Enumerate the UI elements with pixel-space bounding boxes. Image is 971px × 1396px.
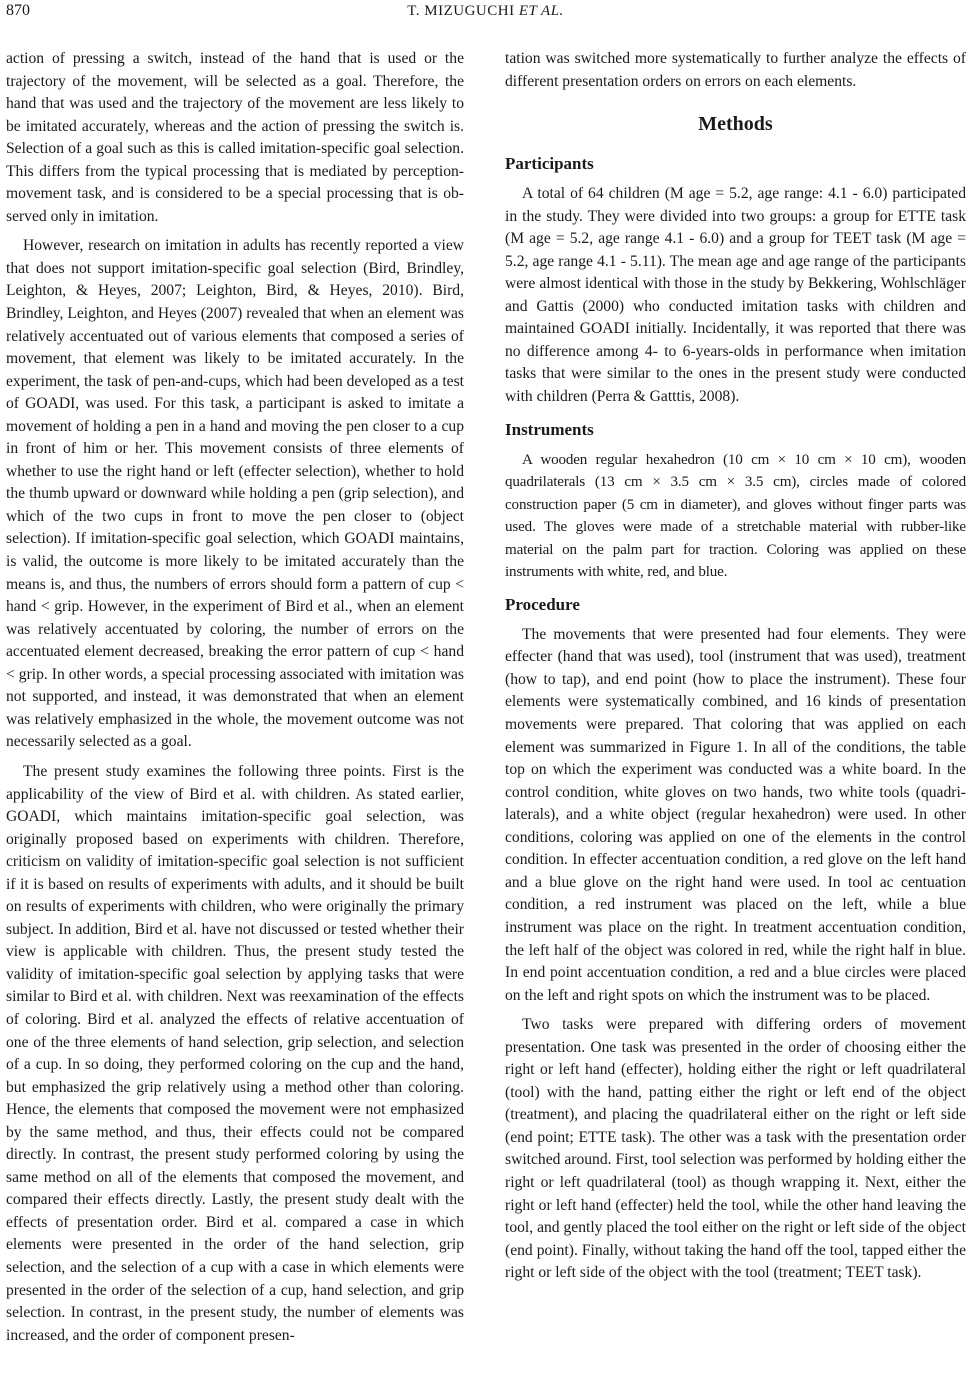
running-header (0, 0, 971, 30)
body-paragraph: tation was switched more systematically to further analyze the effects of different presentation orders on errors on each elements. (505, 50, 966, 90)
subsection-heading-participants: Participants (505, 154, 594, 174)
body-paragraph: However, research on imitation in adults has recently reported a view that does not support imitation-specific goal selection (Bird, Brindley, Leighton, & Heyes, 2007; Leighton, Bird, & Heyes, 2010). Bird, Brindley, Leighton, and Heyes (2007) revealed that when an element was relatively accentuated out of various elements that composed a series of movement, that element was likely to be imitated accurately. In the experiment, the task of pen-and-cups, which had been developed as a test of GOADI, was used. For this task, a participant is asked to imitate a movement of holding a pen in a hand and moving the pen closer to a cup in front of him or her. This movement consists of three elements of whether to use the right hand or left (effecter selection), whether to hold the thumb upward or downward while holding a pen (grip selection), and which of the two cups in front to move the pen closer to (object selection). If imitation-specific goal selection, which GOADI maintains, is valid, the outcome is more likely to be imitated accurately than the means is, and thus, the numbers of errors should form a pattern of cup < hand < grip. However, in the experiment of Bird et al., when an element was relatively accentuated by coloring, the number of errors on the accentuated element decreased, breaking the error pattern of cup < hand < grip. In other words, a special processing associated with imitation was not supported, and instead, it was demonstrated that when an element was relatively emphasized in the whole, the movement outcome was not necessarily selected as a goal. (6, 237, 464, 751)
section-heading-methods: Methods (698, 113, 773, 136)
running-title (0, 2, 971, 20)
body-paragraph: The movements that were presented had four elements. They were effecter (hand that was used), tool (instrument that was used), treatment (how to tap), and end point (how to place the instrument). These four elements were systematically combined, and 16 kinds of presentation movements were prepared. That coloring that was applied on each element was summarized in Figure 1. In all of the conditions, the table top on which the experiment was conducted was a white board. In the control condition, white gloves on two hands, two white tools (quadrilaterals), and a white object (regular hexahedron) were used. In other conditions, coloring was applied on one of the elements in the control condition. In effecter accentuation condition, a red glove on the left hand and a blue glove on the right hand were used. In tool ac centuation condition, a red instrument was placed on the left, while a blue instrument was place on the right. In treatment accentuation condition, the left half of the object was colored in red, while the right half in blue. In end point accentuation condition, a red and a blue circles were placed on the left and right spots on which the instrument was to be placed. (505, 625, 966, 1004)
left-column (6, 48, 464, 1347)
body-paragraph: action of pressing a switch, instead of the hand that is used or the trajectory of the movement, will be selected as a goal. Therefore, the hand that was used and the trajectory of the movement are less likely to be imitated accurately, whereas and the action of pressing the switch is. Selection of a goal such as this is called imitation-specific goal selection. This differs from the typical processing that is mediated by perception-movement task, and is considered to be a special processing that is observed only in imitation. (6, 50, 464, 225)
running-title-authors: T. MIZUGUCHI (407, 3, 515, 19)
right-column (505, 48, 966, 1285)
subsection-heading-procedure: Procedure (505, 594, 580, 614)
body-paragraph: Two tasks were prepared with differing orders of movement presentation. One task was presented in the order of choosing either the right or left hand (effecter), holding either the right or left quadrilateral (tool) with the hand, patting either the right or left end of the object (treatment), and placing the quadrilateral either on the right or left side (end point; ETTE task). The other was a task with the presentation order switched around. First, tool selection was performed by holding either the right or left quadrilateral (tool) as though wrapping it. Next, either the right or left hand (effecter) held the tool, while the other hand leaving the tool, and gently placed the tool either on the right or left side of the object (end point). Finally, without taking the hand off the tool, tapped either the right or left side of the object with the tool (treatment; TEET task). (505, 1016, 966, 1282)
subsection-heading-instruments: Instruments (505, 419, 594, 439)
running-title-etal: ET AL. (518, 3, 564, 19)
body-paragraph: A total of 64 children (M age = 5.2, age range: 4.1 - 6.0) participated in the study. They were divided into two groups: a group for ETTE task (M age = 5.2, age range 4.1 - 6.0) and a group for TEET task (M age = 5.2, age range 4.1 - 5.11). The mean age and age range of the participants were almost identical with those in the study by Bekkering, Wohlschläger and Gattis (2000) who conducted imitation tasks with children and maintained GOADI initially. Incidentally, it was reported that there was no difference among 4- to 6-years-olds in performance when imitation tasks that were similar to the ones in the present study were conducted with children (Perra & Gatttis, 2008). (505, 185, 966, 406)
body-paragraph: The present study examines the following three points. First is the applicability of the view of Bird et al. with children. As stated earlier, GOADI, which maintains imitation-specific goal selection, was originally proposed based on experiments with children. Therefore, criticism on validity of imitation-specific goal selection is not sufficient if it is based on results of experiments with adults, and it should be built on results of experiments with children, who were originally the primary subject. In addition, Bird et al. have not discussed or tested whether their view is applicable with children. Thus, the present study tested the validity of imitation-specific goal selection by applying tasks that were similar to Bird et al. with children. Next was reexamination of the effects of coloring. Bird et al. analyzed the effects of relative accentuation of one of the three elements of hand selection, grip selection, and selection of a cup. In so doing, they performed coloring on the cup and the hand, but emphasized the grip relatively using a method other than coloring. Hence, the elements that composed the movement were not emphasized by the same method, and thus, their effects could not be compared directly. In contrast, the present study performed coloring by using the same method on all of the elements that composed the movement, and compared their effects directly. Lastly, the present study dealt with the effects of presentation order. Bird et al. compared a case in which elements were presented in the order of the hand selection, grip selection, and the selection of a cup with a case in which elements were presented in the order of the selection of a cup, hand selection, and grip selection. In contrast, in the present study, the number of elements was increased, and the order of component presen- (6, 762, 464, 1344)
body-paragraph: A wooden regular hexahedron (10 cm × 10 cm × 10 cm), wooden quadrilaterals (13 cm × 3.5 cm × 3.5 cm), circles made of colored construction paper (5 cm in diameter), and gloves without finger parts was used. The gloves were made of a stretchable material with rubber-like material on the palm part for traction. Coloring was applied on these instruments with white, red, and blue. (505, 451, 966, 581)
page-number: 870 (6, 2, 30, 19)
